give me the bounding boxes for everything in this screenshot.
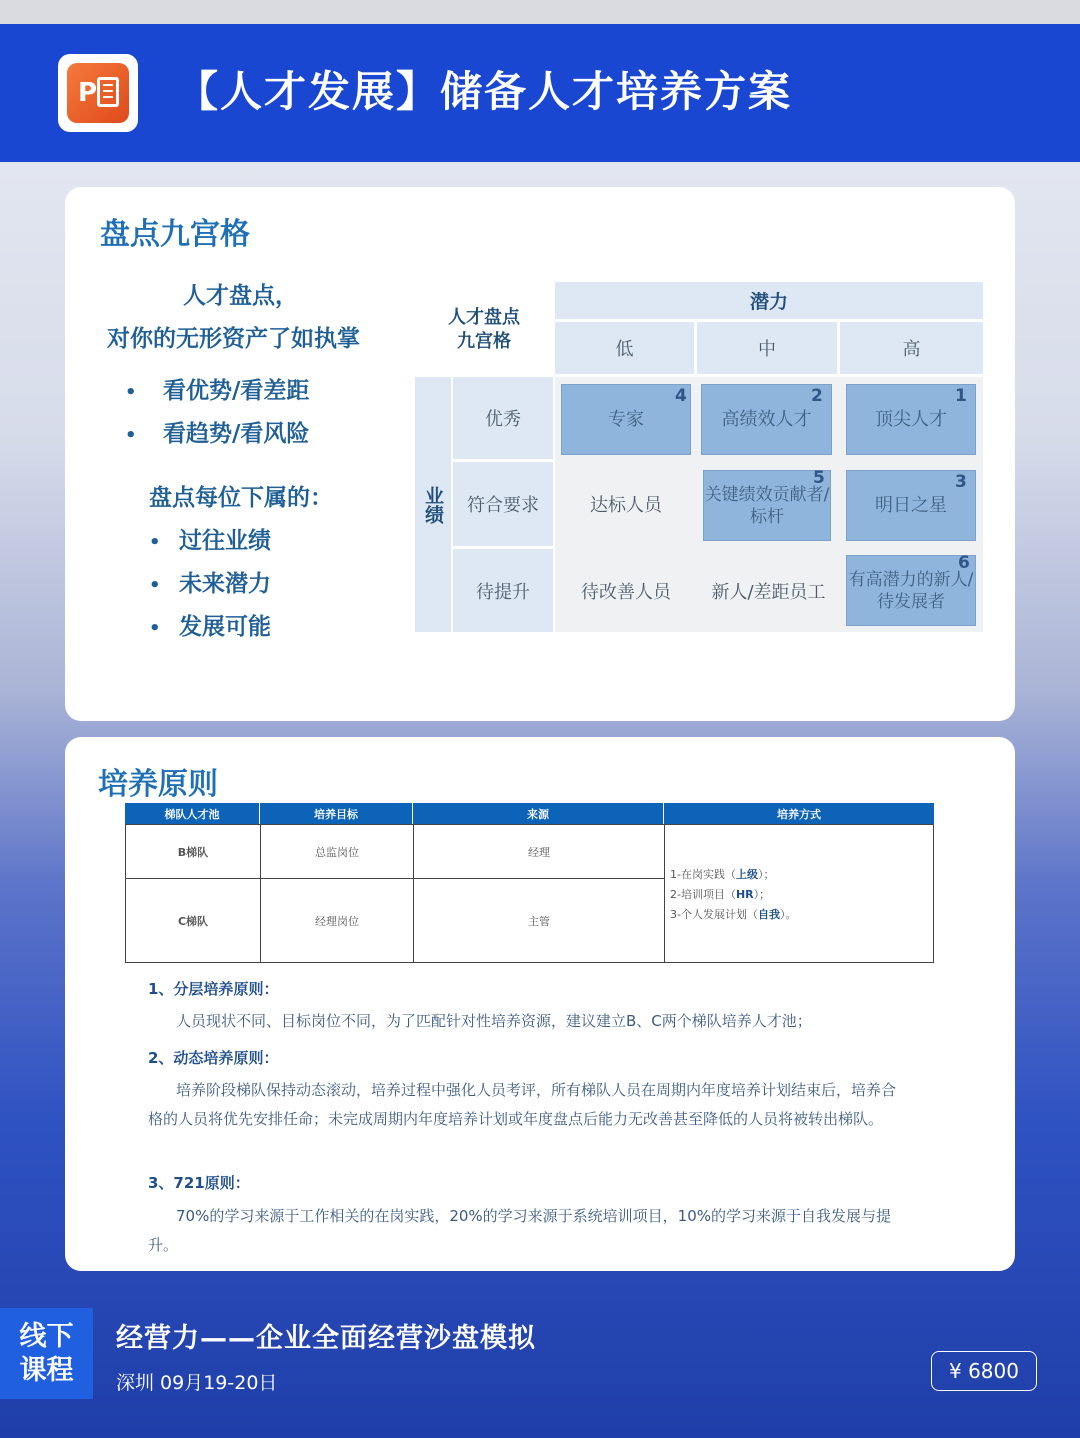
course-location-date: 深圳 09月19-20日 bbox=[116, 1372, 278, 1394]
rule-body: 人员现状不同、目标岗位不同，为了匹配针对性培养资源，建议建立B、C两个梯队培养人才池； bbox=[176, 1012, 812, 1030]
slogan-line-2: 对你的无形资产了如执掌 bbox=[107, 326, 360, 352]
grid-cell-number: 2 bbox=[811, 386, 823, 406]
grid-cell-needs-improvement: 待改善人员 bbox=[581, 581, 671, 603]
powerpoint-icon: P bbox=[67, 63, 129, 123]
grid-cell-key-contributor: 关键绩效贡献者/标杆 bbox=[703, 470, 831, 541]
table-header: 梯队人才池 bbox=[125, 803, 260, 824]
performance-label: 业绩 bbox=[415, 377, 451, 632]
grid-cell-expert: 专家 bbox=[561, 384, 691, 455]
nine-grid-card bbox=[65, 187, 1015, 721]
potential-level-low: 低 bbox=[555, 322, 694, 374]
grid-cell-high-performer: 高绩效人才 bbox=[701, 384, 832, 455]
grid-cell-high-potential: 有高潜力的新人/待发展者 bbox=[846, 555, 976, 626]
nine-grid-corner-label: 人才盘点 九宫格 bbox=[448, 307, 520, 352]
list-item: • 未来潜力 bbox=[149, 571, 271, 597]
performance-row-label: 优秀 bbox=[453, 377, 553, 459]
table-header: 培养目标 bbox=[260, 803, 413, 824]
table-cell: 总监岗位 bbox=[260, 824, 414, 879]
table-cell: 主管 bbox=[413, 878, 665, 963]
top-status-strip bbox=[0, 0, 1080, 24]
training-table bbox=[125, 803, 934, 963]
potential-header: 潜力 bbox=[555, 282, 983, 319]
grid-cell-rising-star: 明日之星 bbox=[846, 470, 976, 541]
table-header: 来源 bbox=[413, 803, 664, 824]
rule-heading: 2、动态培养原则： bbox=[148, 1049, 279, 1067]
performance-row-label: 符合要求 bbox=[453, 462, 553, 546]
rule-body: 培养阶段梯队保持动态滚动，培养过程中强化人员考评，所有梯队人员在周期内年度培养计划结束后，培养合格的人员将优先安排任命；未完成周期内年度培养计划或年度盘点后能力无改善甚至降低的人员将被转出梯队。 bbox=[148, 1081, 897, 1128]
section-title-training: 培养原则 bbox=[98, 767, 218, 802]
potential-level-mid: 中 bbox=[697, 322, 837, 374]
course-title[interactable]: 经营力——企业全面经营沙盘模拟 bbox=[116, 1323, 536, 1354]
list-item: • 看趋势/看风险 bbox=[125, 421, 310, 447]
rule-heading: 3、721原则： bbox=[148, 1174, 250, 1192]
grid-cell-newcomer-gap: 新人/差距员工 bbox=[711, 581, 826, 603]
performance-row-label: 待提升 bbox=[453, 549, 553, 632]
potential-level-high: 高 bbox=[840, 322, 983, 374]
app-icon-container[interactable] bbox=[58, 54, 138, 132]
table-cell: 经理岗位 bbox=[260, 878, 414, 963]
section-title-nine-grid: 盘点九宫格 bbox=[100, 217, 250, 252]
table-header: 培养方式 bbox=[664, 803, 934, 824]
list-item: • 看优势/看差距 bbox=[125, 378, 310, 404]
page-title: 【人才发展】储备人才培养方案 bbox=[176, 67, 793, 116]
grid-cell-number: 6 bbox=[958, 553, 970, 573]
table-cell: 经理 bbox=[413, 824, 665, 879]
grid-cell-qualified: 达标人员 bbox=[590, 495, 662, 516]
grid-cell-number: 4 bbox=[675, 386, 687, 406]
offline-course-badge: 线下 课程 bbox=[0, 1308, 93, 1399]
header-bar bbox=[0, 24, 1080, 162]
table-cell: C梯队 bbox=[125, 878, 261, 963]
grid-cell-number: 5 bbox=[813, 468, 825, 488]
price-button[interactable]: ¥ 6800 bbox=[931, 1351, 1037, 1391]
review-title: 盘点每位下属的： bbox=[149, 485, 333, 511]
rule-body: 70%的学习来源于工作相关的在岗实践，20%的学习来源于系统培训项目，10%的学习来源于自我发展与提升。 bbox=[148, 1207, 892, 1254]
grid-cell-top-talent: 顶尖人才 bbox=[846, 384, 976, 455]
training-method-item: 3-个人发展计划（自我）。 bbox=[670, 908, 797, 921]
training-method-item: 2-培训项目（HR）； bbox=[670, 888, 771, 901]
slogan-line-1: 人才盘点， bbox=[183, 283, 298, 309]
list-item: • 发展可能 bbox=[149, 614, 271, 640]
training-method-item: 1-在岗实践（上级）； bbox=[670, 868, 775, 881]
grid-cell-number: 3 bbox=[955, 472, 967, 492]
table-cell: B梯队 bbox=[125, 824, 261, 879]
list-item: • 过往业绩 bbox=[149, 528, 271, 554]
grid-cell-number: 1 bbox=[955, 386, 967, 406]
rule-heading: 1、分层培养原则： bbox=[148, 980, 279, 998]
